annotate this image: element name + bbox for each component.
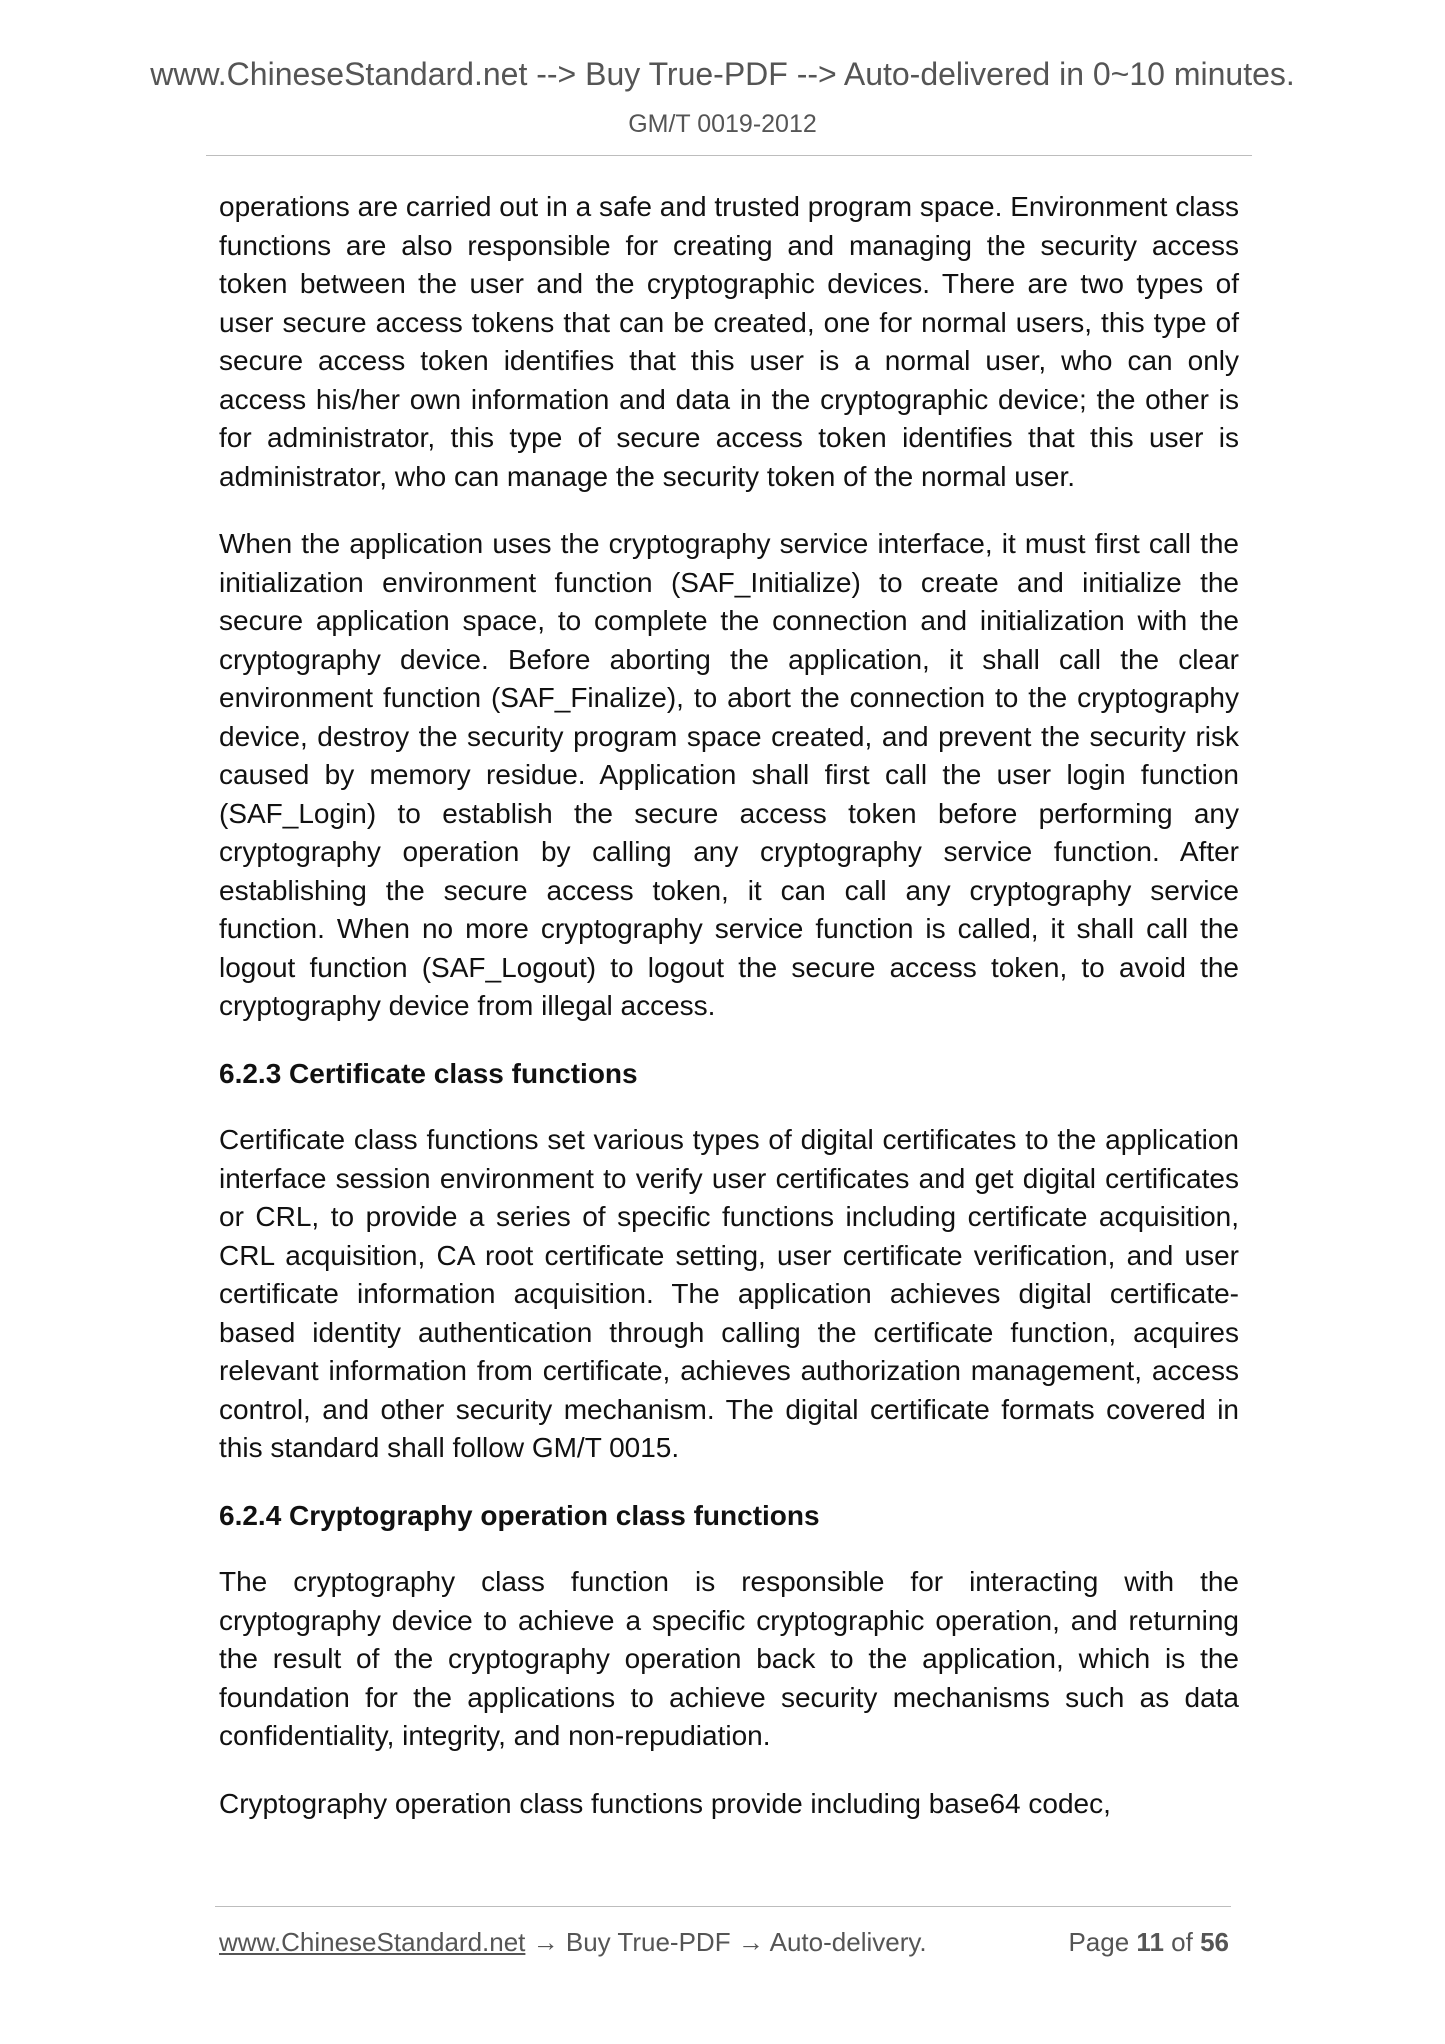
section-heading-6-2-4: 6.2.4 Cryptography operation class functions	[219, 1499, 820, 1531]
of-label: of	[1171, 1927, 1193, 1957]
footer-delivery-text: Auto-delivery.	[769, 1927, 927, 1957]
page-label: Page	[1068, 1927, 1130, 1957]
section-heading-6-2-3: 6.2.3 Certificate class functions	[219, 1057, 638, 1089]
footer-buy-text: Buy True-PDF	[565, 1927, 731, 1957]
header-divider	[206, 155, 1252, 156]
page-indicator	[1068, 1928, 1229, 1957]
arrow-right-icon: →	[532, 1927, 559, 1957]
paragraph-cryptography-operation: Cryptography operation class functions provide including base64 codec,	[219, 1787, 1111, 1819]
footer-divider	[215, 1906, 1231, 1907]
footer-site-link[interactable]: www.ChineseStandard.net	[219, 1927, 526, 1957]
footer-nav	[219, 1928, 927, 1957]
document-code: GM/T 0019-2012	[628, 110, 817, 138]
paragraph-certificate-functions: Certificate class functions set various types of digital certificates to the application interface session environment to verify user certificates and get digital certificates or CRL, to provide a series of specific functions including certificate acquisition, CRL acquisition, CA root certificate setting, user certificate verification, and user certificate information acquisition. The application achieves digital certificate-based identity authentication through calling the certificate function, acquires relevant information from certificate, achieves authorization management, access control, and other security mechanism. The digital certificate formats covered in this standard shall follow GM/T 0015.	[219, 1124, 1239, 1463]
arrow-right-icon: →	[737, 1927, 764, 1957]
paragraph-environment-tokens: operations are carried out in a safe and trusted program space. Environment class functions are also responsible for creating and managing the security access token between the user and the cryptographic devices. There are two types of user secure access tokens that can be created, one for normal users, this type of secure access token identifies that this user is a normal user, who can only access his/her own information and data in the cryptographic device; the other is for administrator, this type of secure access token identifies that this user is administrator, who can manage the security token of the normal user.	[219, 191, 1239, 492]
paragraph-application-flow: When the application uses the cryptography service interface, it must first call the initialization environment function (SAF_Initialize) to create and initialize the secure application space, to complete the connection and initialization with the cryptography device. Before aborting the application, it shall call the clear environment function (SAF_Finalize), to abort the connection to the cryptography device, destroy the security program space created, and prevent the security risk caused by memory residue. Application shall first call the user login function (SAF_Login) to establish the secure access token before performing any cryptography operation by calling any cryptography service function. After establishing the secure access token, it can call any cryptography service function. When no more cryptography service function is called, it shall call the logout function (SAF_Logout) to logout the secure access token, to avoid the cryptography device from illegal access.	[219, 528, 1239, 1021]
page-number: 11	[1136, 1927, 1164, 1957]
paragraph-cryptography-functions: The cryptography class function is responsible for interacting with the cryptography device to achieve a specific cryptographic operation, and returning the result of the cryptography operation back to the application, which is the foundation for the applications to achieve security mechanisms such as data confidentiality, integrity, and non-repudiation.	[219, 1566, 1239, 1751]
page-total: 56	[1200, 1927, 1229, 1957]
page-content	[219, 188, 1239, 1852]
top-banner: www.ChineseStandard.net --> Buy True-PDF --> Auto-delivered in 0~10 minutes.	[150, 56, 1295, 92]
